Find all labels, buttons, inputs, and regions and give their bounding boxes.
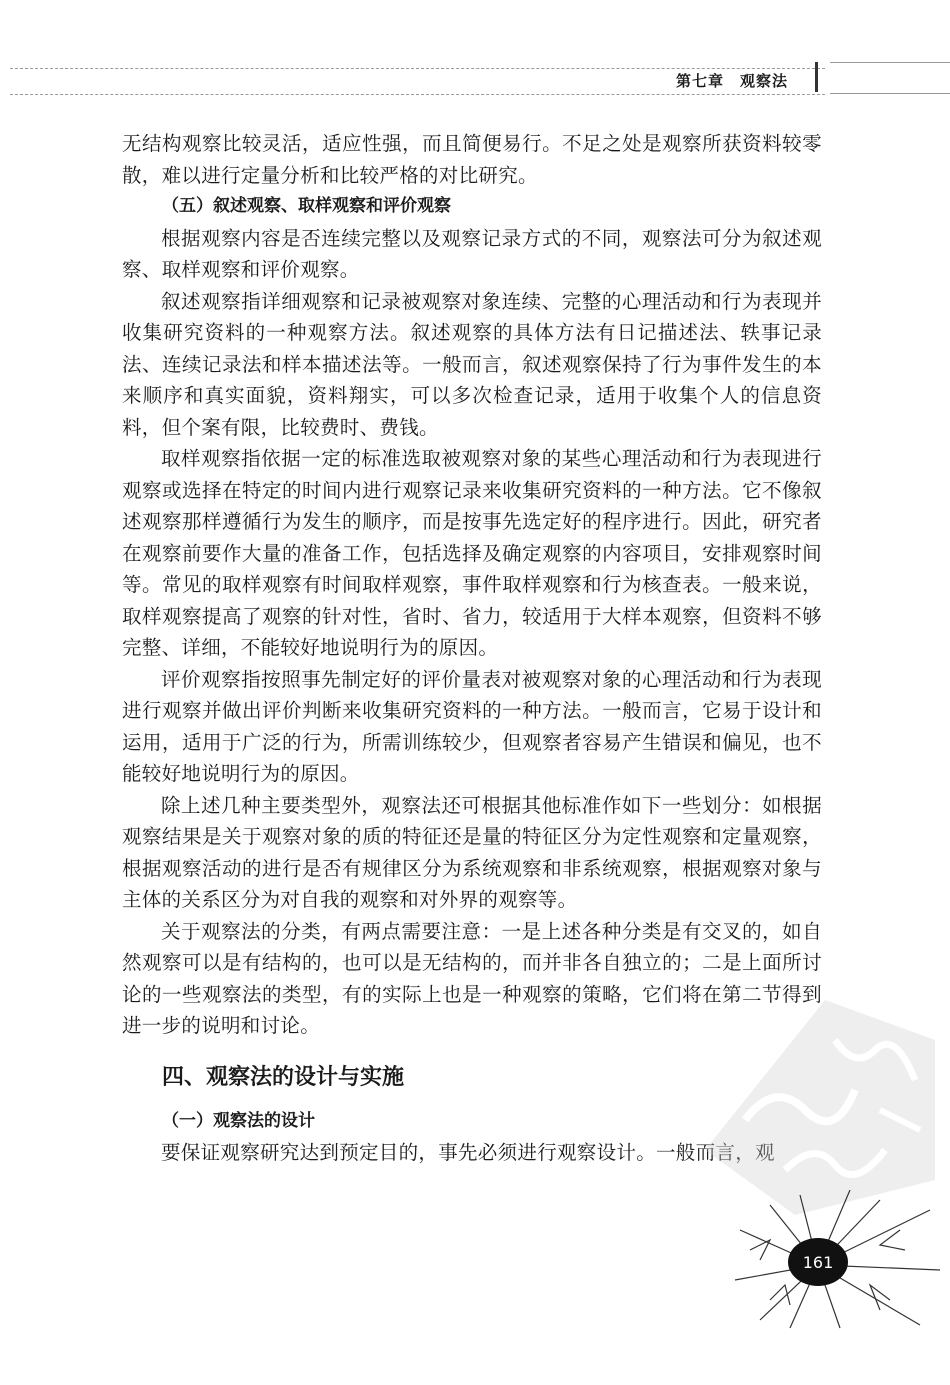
- header-divider: [815, 62, 818, 92]
- paragraph-5: 评价观察指按照事先制定好的评价量表对被观察对象的心理活动和行为表现进行观察并做出评价判断来收集研究资料的一种方法。一般而言，它易于设计和运用，适用于广泛的行为，所需训练较少，但观察者容易产生错误和偏见，也不能较好地说明行为的原因。: [122, 667, 822, 785]
- paragraph-4: 取样观察指依据一定的标准选取被观察对象的某些心理活动和行为表现进行观察或选择在特定的时间内进行观察记录来收集研究资料的一种方法。它不像叙述观察那样遵循行为发生的顺序，而是按事先选定好的程序进行。因此，研究者在观察前要作大量的准备工作，包括选择及确定观察的内容项目，安排观察时间等。常见的取样观察有时间取样观察，事件取样观察和行为核查表。一般来说，取样观察提高了观察的针对性，省时、省力，较适用于大样本观察，但资料不够完整、详细，不能较好地说明行为的原因。: [122, 447, 822, 659]
- paragraph-3: 叙述观察指详细观察和记录被观察对象连续、完整的心理活动和行为表现并收集研究资料的一种观察方法。叙述观察的具体方法有日记描述法、轶事记录法、连续记录法和样本描述法等。一般而言，叙述观察保持了行为事件发生的本来顺序和真实面貌，资料翔实，可以多次检查记录，适用于收集个人的信息资料，但个案有限，比较费时、费钱。: [122, 289, 822, 439]
- paragraph-2: 根据观察内容是否连续完整以及观察记录方式的不同，观察法可分为叙述观察、取样观察和评价观察。: [122, 226, 822, 281]
- paragraph-7: 关于观察法的分类，有两点需要注意：一是上述各种分类是有交叉的，如自然观察可以是有结构的，也可以是无结构的，而并非各自独立的；二是上面所讨论的一些观察法的类型，有的实际上也是一种观察的策略，它们将在第二节得到进一步的说明和讨论。: [122, 919, 822, 1037]
- subheading-5: （五）叙述观察、取样观察和评价观察: [162, 196, 451, 216]
- header-box: [830, 62, 950, 94]
- running-header: 第七章 观察法: [676, 72, 789, 90]
- paragraph-6: 除上述几种主要类型外，观察法还可根据其他标准作如下一些划分：如根据观察结果是关于观察对象的质的特征还是量的特征区分为定性观察和定量观察，根据观察活动的进行是否有规律区分为系统观察和非系统观察，根据观察对象与主体的关系区分为对自我的观察和对外界的观察等。: [122, 793, 822, 911]
- library-seal-watermark: [685, 980, 945, 1220]
- section-heading-4: 四、观察法的设计与实施: [162, 1064, 405, 1090]
- paragraph-1: 无结构观察比较灵活，适应性强，而且简便易行。不足之处是观察所获资料较零散，难以进行定量分析和比较严格的对比研究。: [122, 132, 822, 187]
- header-rule-top: [10, 68, 825, 69]
- paragraph-8: 要保证观察研究达到预定目的，事先必须进行观察设计。一般而言，观: [161, 1141, 775, 1164]
- subheading-1: （一）观察法的设计: [162, 1110, 315, 1131]
- header-rule-bottom: [10, 94, 825, 95]
- page-number: 161: [788, 1238, 848, 1286]
